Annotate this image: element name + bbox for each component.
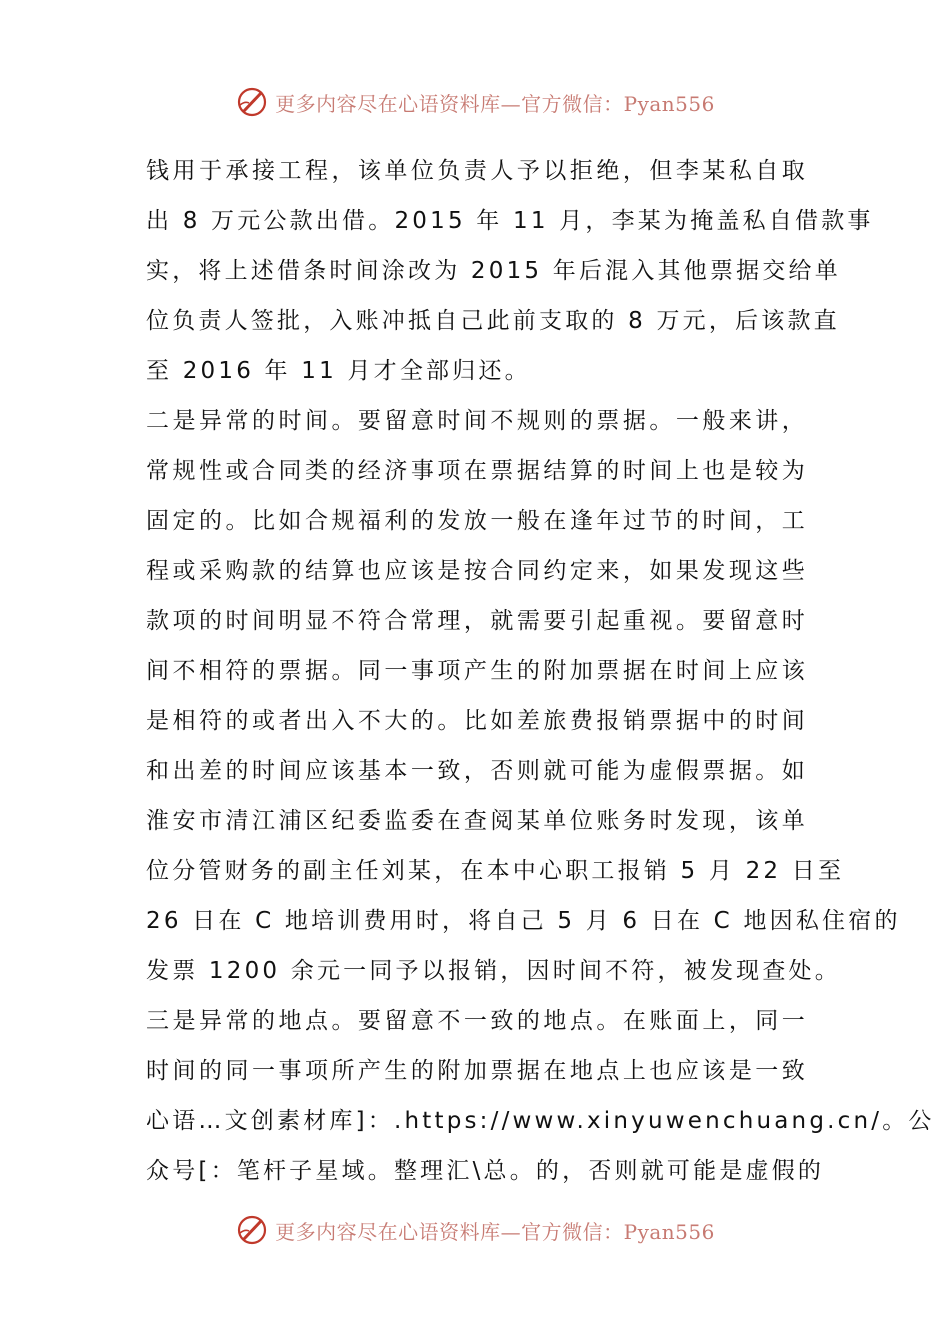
body-text-line: 发票 1200 余元一同予以报销，因时间不符，被发现查处。 bbox=[146, 958, 841, 984]
pen-circle-logo-icon bbox=[235, 1213, 269, 1247]
body-text-line: 固定的。比如合规福利的发放一般在逢年过节的时间，工 bbox=[146, 508, 808, 534]
banner-text: 更多内容尽在心语资料库—官方微信：Pyan556 bbox=[275, 1219, 715, 1244]
body-text-line: 三是异常的地点。要留意不一致的地点。在账面上，同一 bbox=[146, 1008, 808, 1034]
body-text-line: 位分管财务的副主任刘某，在本中心职工报销 5 月 22 日至 bbox=[146, 858, 845, 884]
body-text-line: 时间的同一事项所产生的附加票据在地点上也应该是一致 bbox=[146, 1058, 808, 1084]
document-body bbox=[146, 146, 935, 1196]
footer-watermark-banner bbox=[0, 1208, 950, 1252]
body-text-line: 常规性或合同类的经济事项在票据结算的时间上也是较为 bbox=[146, 458, 808, 484]
body-text-line: 二是异常的时间。要留意时间不规则的票据。一般来讲， bbox=[146, 408, 808, 434]
header-watermark-banner bbox=[0, 80, 950, 124]
body-text-line: 淮安市清江浦区纪委监委在查阅某单位账务时发现，该单 bbox=[146, 808, 808, 834]
banner-text: 更多内容尽在心语资料库—官方微信：Pyan556 bbox=[275, 91, 715, 116]
body-text-line: 间不相符的票据。同一事项产生的附加票据在时间上应该 bbox=[146, 658, 808, 684]
body-text-line: 至 2016 年 11 月才全部归还。 bbox=[146, 358, 531, 384]
body-text-line: 和出差的时间应该基本一致，否则就可能为虚假票据。如 bbox=[146, 758, 808, 784]
body-text-line: 实，将上述借条时间涂改为 2015 年后混入其他票据交给单 bbox=[146, 258, 841, 284]
body-text-line: 款项的时间明显不符合常理，就需要引起重视。要留意时 bbox=[146, 608, 808, 634]
body-text-line: 心语…文创素材库]：.https://www.xinyuwenchuang.cn/。公 bbox=[146, 1108, 935, 1134]
body-text-line: 众号[：笔杆子星域。整理汇\总。的，否则就可能是虚假的 bbox=[146, 1158, 825, 1184]
body-text-line: 程或采购款的结算也应该是按合同约定来，如果发现这些 bbox=[146, 558, 808, 584]
body-text-line: 出 8 万元公款出借。2015 年 11 月，李某为掩盖私自借款事 bbox=[146, 208, 874, 234]
pen-circle-logo-icon bbox=[235, 85, 269, 119]
body-text-line: 是相符的或者出入不大的。比如差旅费报销票据中的时间 bbox=[146, 708, 808, 734]
body-text-line: 位负责人签批，入账冲抵自己此前支取的 8 万元，后该款直 bbox=[146, 308, 840, 334]
body-text-line: 钱用于承接工程，该单位负责人予以拒绝，但李某私自取 bbox=[146, 158, 808, 184]
body-text-line: 26 日在 C 地培训费用时，将自己 5 月 6 日在 C 地因私住宿的 bbox=[146, 908, 901, 934]
